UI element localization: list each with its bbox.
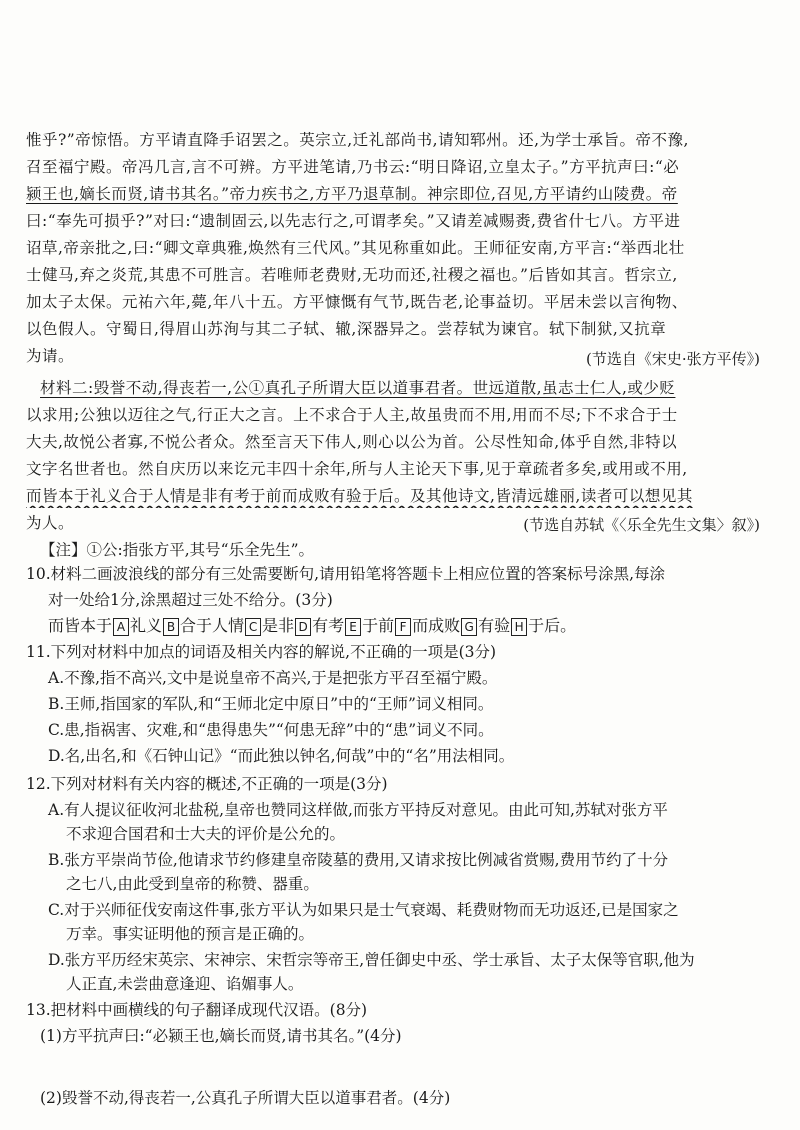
q13-item-2: (2)毁誉不动,得丧若一,公真孔子所谓大臣以道事君者。(4分) (40, 1089, 451, 1107)
q10-option-box[interactable]: E (345, 618, 361, 636)
q11-option-b: B.王师,指国家的军队,和“王师北定中原日”中的“王师”词义相同。 (48, 695, 494, 713)
q10-option-box[interactable]: D (295, 618, 311, 636)
material2-source: (节选自苏轼《〈乐全先生文集〉叙》) (523, 516, 760, 534)
material1-line: 为请。 (26, 347, 75, 365)
q10-segment: 而成败 (412, 616, 461, 635)
q10-segment: 于前 (362, 616, 395, 635)
q11-option-a: A.不豫,指不高兴,文中是说皇帝不高兴,于是把张方平召至福宁殿。 (48, 669, 498, 687)
q12-option-a: A.有人提议征收河北盐税,皇帝也赞同这样做,而张方平持反对意见。由此可知,苏轼对张方平 (48, 801, 668, 819)
q11-stem: 11.下列对材料中加点的词语及相关内容的解说,不正确的一项是(3分) (26, 643, 497, 661)
material1-line: 士健马,弃之炎荒,其患不可胜言。若唯师老费财,无功而还,社稷之福也。”后皆如其言。哲宗立, (26, 266, 678, 284)
material1-line: 召至福宁殿。帝冯几言,言不可辨。方平进笔请,乃书云:“明日降诏,立皇太子。”方平抗声曰:“必 (26, 158, 680, 176)
material1-source: (节选自《宋史·张方平传》) (586, 350, 760, 368)
q10-stem: 对一处给1分,涂黑超过三处不给分。(3分) (48, 591, 333, 609)
material1-line: 曰:“奉先可损乎?”对曰:“遗制固云,以先志行之,可谓孝矣。”又请差减赐赉,费省什七八。方平进 (26, 212, 681, 230)
q12-option-d: D.张方平历经宋英宗、宋神宗、宋哲宗等帝王,曾任御史中丞、学士承旨、太子太保等官职,他为 (48, 951, 695, 969)
q12-option-c: C.对于兴师征伐安南这件事,张方平认为如果只是士气衰竭、耗费财物而无功返还,已是国家之 (48, 901, 679, 919)
q10-option-box[interactable]: B (163, 618, 179, 636)
annotation-note: 【注】①公:指张方平,其号“乐全先生”。 (40, 541, 314, 559)
q10-option-box[interactable]: H (511, 618, 527, 636)
q10-option-box[interactable]: G (461, 618, 477, 636)
q10-segment: 合于人情 (180, 616, 245, 635)
q12-option-c-cont: 万幸。事实证明他的预言是正确的。 (66, 925, 315, 943)
material2-line: 大夫,故悦公者寡,不悦公者众。然至言天下伟人,则心以公为首。公尽性知命,体乎自然,非特以 (26, 433, 678, 451)
q10-segment: 有验 (478, 616, 511, 635)
q10-segment: 礼义 (130, 616, 163, 635)
material2-line: 以求用;公独以迈往之气,行正大之言。上不求合于人主,故虽贵而不用,用而不尽;下不求合于士 (26, 406, 678, 424)
q12-option-d-cont: 人正直,未尝曲意逢迎、谄媚事人。 (66, 975, 304, 993)
q10-segment: 而皆本于 (48, 616, 113, 635)
material2-line: 而皆本于礼义合于人情是非有考于前而成败有验于后。及其他诗文,皆清远雄丽,读者可以想见其 (26, 487, 693, 505)
q10-answer-row (48, 613, 576, 636)
material1-line: 以色假人。守蜀日,得眉山苏洵与其二子轼、辙,深器异之。尝荐轼为谏官。轼下制狱,又抗章 (26, 320, 667, 338)
q10-segment: 于后。 (528, 616, 577, 635)
q10-stem: 10.材料二画波浪线的部分有三处需要断句,请用铅笔将答题卡上相应位置的答案标号涂黑,每涂 (26, 565, 666, 583)
q13-stem: 13.把材料中画横线的句子翻译成现代汉语。(8分) (26, 1001, 368, 1019)
material2-line: 材料二:毁誉不动,得丧若一,公①真孔子所谓大臣以道事君者。世远道散,虽志士仁人,或少贬 (40, 379, 676, 397)
q12-option-b-cont: 之七八,由此受到皇帝的称赞、器重。 (66, 875, 319, 893)
material2-line: 文字名世者也。然自庆历以来讫元丰四十余年,所与人主论天下事,见于章疏者多矣,或用或不用, (26, 460, 688, 478)
q13-item-1: (1)方平抗声曰:“必颍王也,嫡长而贤,请书其名。”(4分) (40, 1027, 402, 1045)
q11-option-c: C.患,指祸害、灾难,和“患得患失”“何患无辞”中的“患”词义不同。 (48, 721, 494, 739)
material2-line: 为人。 (26, 514, 75, 532)
q12-stem: 12.下列对材料有关内容的概述,不正确的一项是(3分) (26, 775, 388, 793)
q11-option-d: D.名,出名,和《石钟山记》“而此独以钟名,何哉”中的“名”用法相同。 (48, 747, 515, 765)
material1-line: 惟乎?”帝惊悟。方平请直降手诏罢之。英宗立,迁礼部尚书,请知郓州。还,为学士承旨。帝不豫, (26, 131, 689, 149)
material1-line: 颍王也,嫡长而贤,请书其名。”帝力疾书之,方平乃退草制。神宗即位,召见,方平请约山陵费。帝 (26, 185, 678, 203)
q10-option-box[interactable]: A (113, 618, 129, 636)
q12-option-b: B.张方平崇尚节俭,他请求节约修建皇帝陵墓的费用,又请求按比例减省赏赐,费用节约了十分 (48, 851, 669, 869)
q10-option-box[interactable]: F (395, 618, 411, 636)
q10-option-box[interactable]: C (245, 618, 261, 636)
q10-segment: 是非 (262, 616, 295, 635)
q12-option-a-cont: 不求迎合国君和士大夫的评价是公允的。 (66, 825, 346, 843)
material1-line: 诏草,帝亲批之,曰:“卿文章典雅,焕然有三代风。”其见称重如此。王师征安南,方平言:“举西北壮 (26, 239, 685, 257)
q10-segment: 有考 (312, 616, 345, 635)
material1-line: 加太子太保。元祐六年,薨,年八十五。方平慷慨有气节,既告老,论事益切。平居未尝以言徇物、 (26, 293, 688, 311)
